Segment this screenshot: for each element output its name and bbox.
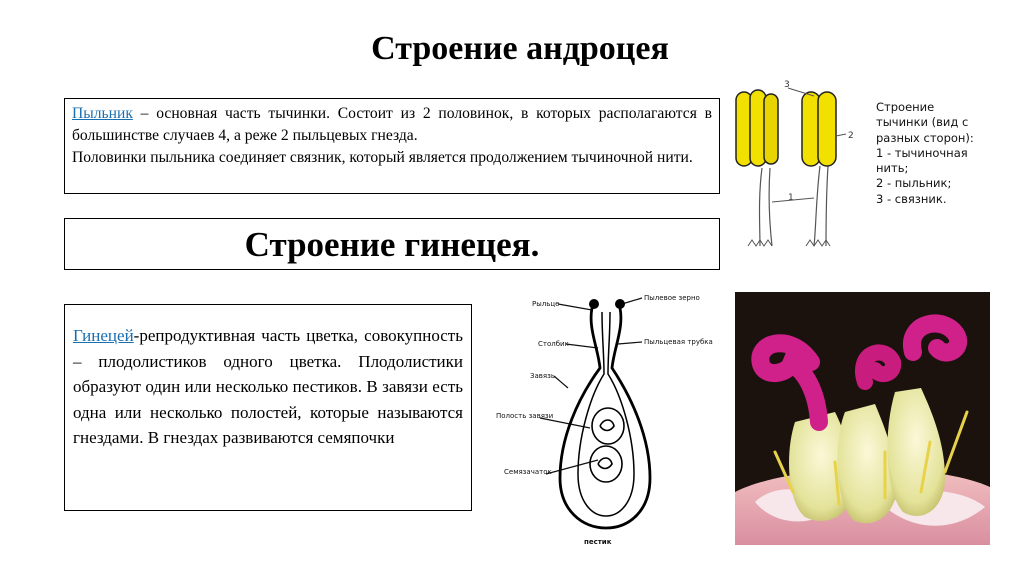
gynoecium-description-box xyxy=(64,304,472,511)
caption-line: Строение xyxy=(876,100,935,114)
pollen-grain-right xyxy=(615,299,625,309)
pistil-label-ovule: Семязачаток xyxy=(504,468,552,476)
flower-photo xyxy=(735,292,990,545)
caption-line: 3 - связник. xyxy=(876,191,947,206)
caption-line: разных сторон): xyxy=(876,130,974,145)
ovule-lower xyxy=(590,446,622,482)
pistil-outline xyxy=(560,308,650,528)
stamen-label-1: 1 xyxy=(788,193,794,203)
flower-photo-drawing xyxy=(735,292,990,545)
pistil-bottom-label: пестик xyxy=(584,538,612,546)
anther-paragraph-2: Половинки пыльника соединяет связник, который является продолжением тычиночной нити. xyxy=(72,148,693,166)
pollen-grain-left xyxy=(589,299,599,309)
stamen-label-2: 2 xyxy=(848,131,854,141)
stamen-figure xyxy=(728,78,873,254)
caption-line: 1 - тычиночная xyxy=(876,145,968,160)
pistil-label-ovary: Завязь xyxy=(530,372,555,380)
pistil-label-style: Столбик xyxy=(538,340,569,348)
caption-line: 2 - пыльник; xyxy=(876,176,952,191)
androecium-title: Строение андроцея xyxy=(371,30,669,67)
gynoecium-term-link[interactable]: Гинецей xyxy=(73,326,134,345)
anther-text-1: – основная часть тычинки. Состоит из 2 половинок, в которых располагаются в большинстве случаев 4, а реже 2 пыльцевых гнезда. xyxy=(72,105,712,144)
pistil-diagram xyxy=(494,288,730,552)
gynoecium-title: Строение гинецея. xyxy=(64,218,720,270)
stamen-left xyxy=(736,90,778,246)
stamen-label-3: 3 xyxy=(784,80,790,90)
pistil-label-cavity: Полость завязи xyxy=(496,412,554,420)
stamen-pointer-2 xyxy=(836,134,846,136)
ovule-upper xyxy=(592,408,624,444)
pistil-label-pollen-tube: Пыльцевая трубка xyxy=(644,338,713,346)
stamen-caption xyxy=(876,100,1016,207)
anther-paragraph xyxy=(72,103,712,147)
anther-description-box xyxy=(64,98,720,194)
caption-line: тычинки (вид с xyxy=(876,115,969,130)
pistil-label-stigma: Рыльце xyxy=(532,300,560,308)
pistil-label-pollen-grain: Пылевое зерно xyxy=(644,294,700,302)
gynoecium-text: -репродуктивная часть цветка, совокупность – плодолистиков одного цветка. Плодолистики образуют один или несколько пестиков. В завязи есть одна или несколько полостей, которые называются гнездами. В гнездах развиваются семяпочки xyxy=(73,326,463,447)
anther-term-link[interactable]: Пыльник xyxy=(72,105,133,122)
caption-line: нить; xyxy=(876,161,909,176)
stamen-right xyxy=(802,92,836,246)
